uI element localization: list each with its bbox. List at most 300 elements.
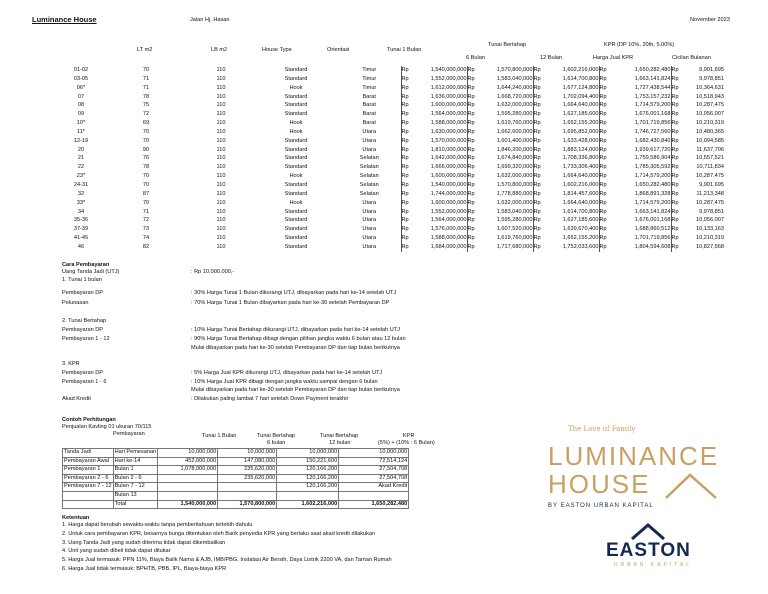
price-cell: Barat [362, 111, 376, 118]
example-total-cell: 1,540,000,000 [158, 500, 218, 509]
price-cell: Utara [362, 146, 377, 153]
price-cell: 1,600,000,000 [430, 173, 467, 180]
price-cell: 10,557,521 [696, 155, 724, 162]
price-cell: Rp [599, 101, 609, 110]
price-cell: Rp [599, 199, 609, 208]
price-cell: 1,668,720,000 [496, 93, 533, 100]
price-cell: 1,570,800,000 [496, 67, 533, 73]
brand-name-line1: LUMINANCE [548, 441, 720, 471]
price-row [58, 137, 724, 146]
price-cell: Rp [533, 110, 543, 119]
price-row [58, 154, 724, 163]
price-cell: 1,759,586,904 [634, 155, 671, 162]
example-cell [158, 474, 218, 483]
example-col-kpr-sub: (5%) + (10% : 6 Bulan) [378, 440, 435, 446]
price-cell: Rp [467, 243, 477, 252]
price-cell: Rp [533, 190, 543, 199]
price-cell: 110 [216, 164, 226, 171]
price-cell: Hook [289, 128, 303, 135]
price-cell: 1,540,000,000 [430, 181, 467, 188]
example-cell: Pembayaran 1 [63, 466, 114, 475]
price-cell: 110 [216, 181, 226, 188]
price-cell: 110 [216, 111, 226, 118]
price-cell: 1,699,320,000 [496, 164, 533, 171]
price-cell: Standard [284, 137, 308, 144]
price-cell: 10,518,943 [696, 93, 724, 100]
price-cell: 1,564,000,000 [430, 217, 467, 224]
example-cell: 120,166,200 [277, 483, 339, 492]
price-cell: 1,650,282,480 [634, 67, 671, 73]
price-cell: 1,682,430,840 [634, 137, 671, 144]
price-cell: 1,664,640,000 [562, 199, 599, 206]
price-cell: 1,939,617,720 [634, 146, 671, 153]
price-cell: 1,652,155,200 [562, 120, 599, 127]
price-cell: 1,727,438,544 [634, 84, 671, 91]
price-cell: 24-31 [73, 181, 89, 188]
price-cell: 1,714,579,200 [634, 102, 671, 109]
price-cell: 70 [142, 199, 150, 206]
price-cell: Rp [401, 75, 411, 84]
price-cell: 1,600,000,000 [430, 102, 467, 109]
price-cell: 1,612,000,000 [430, 84, 467, 91]
price-cell: 110 [216, 173, 226, 180]
price-cell: Rp [401, 181, 411, 190]
price-cell: 1,778,880,000 [496, 190, 533, 197]
example-row [63, 457, 409, 466]
price-cell: 110 [216, 128, 226, 135]
price-cell: 110 [216, 226, 226, 233]
price-cell: Standard [284, 181, 308, 188]
price-cell: Standard [284, 208, 308, 215]
header-installment: Tunai Bertahap [488, 42, 527, 48]
price-cell: Rp [599, 84, 609, 93]
price-cell: 110 [216, 243, 226, 250]
price-cell: Rp [533, 137, 543, 146]
price-cell: Selatan [359, 173, 379, 180]
price-cell: Rp [467, 66, 477, 75]
price-cell: 1,846,200,000 [496, 146, 533, 153]
price-cell: Selatan [359, 181, 379, 188]
price-cell: Utara [362, 199, 377, 206]
price-cell: Rp [467, 75, 477, 84]
price-cell: Utara [362, 226, 377, 233]
price-cell: Rp [599, 154, 609, 163]
example-col-payment: Pembayaran [113, 431, 145, 437]
price-cell: Rp [533, 128, 543, 137]
example-cell: 27,504,708 [339, 466, 409, 475]
price-cell: Rp [467, 101, 477, 110]
price-cell: Rp [533, 181, 543, 190]
price-cell: 1,744,000,000 [430, 190, 467, 197]
price-cell: 1,752,033,600 [562, 243, 599, 250]
price-cell: 70 [142, 173, 150, 180]
price-cell: Rp [467, 137, 477, 146]
price-cell: 1,746,727,560 [634, 128, 671, 135]
price-cell: Standard [284, 235, 308, 242]
price-cell: Rp [401, 110, 411, 119]
easton-roof-icon [630, 522, 666, 540]
price-cell: 10,287,475 [696, 102, 724, 109]
example-cell [339, 491, 409, 500]
price-cell: Rp [467, 234, 477, 243]
price-cell: Rp [671, 199, 681, 208]
price-cell: Rp [467, 216, 477, 225]
example-total-label: Total [113, 500, 158, 509]
price-cell: Rp [599, 234, 609, 243]
price-cell: Rp [599, 216, 609, 225]
price-cell: Rp [533, 66, 543, 75]
price-cell: 82 [142, 243, 150, 250]
price-cell: Utara [362, 137, 377, 144]
installment-title: 2. Tunai Bertahap [62, 318, 107, 324]
price-cell: Rp [401, 128, 411, 137]
installment-pay-label: Pembayaran 1 - 12 [62, 336, 110, 342]
easton-sub: URBAN KAPITAL [614, 562, 693, 568]
price-row [58, 163, 724, 172]
price-cell: Rp [533, 234, 543, 243]
price-cell: Timur [362, 75, 377, 82]
price-cell: Rp [533, 119, 543, 128]
terms-item: 5. Harga Jual termasuk: PPN 11%, Biaya Balik Nama & AJB, IMB/PBG, Instalasi Air Bersih, Daya Listrik 2200 VA, dan Taman Rumah [62, 557, 392, 563]
price-cell: 1,583,040,000 [496, 208, 533, 215]
price-row [58, 101, 724, 110]
price-cell: 1,632,000,000 [496, 102, 533, 109]
example-col-inst6: Tunai Bertahap [257, 433, 296, 439]
price-cell: 10,056,007 [696, 217, 724, 224]
price-cell: Rp [401, 101, 411, 110]
price-cell: Rp [401, 163, 411, 172]
price-cell: 9,978,851 [699, 75, 724, 82]
price-cell: 1,619,760,000 [496, 235, 533, 242]
price-cell: Barat [362, 102, 376, 109]
price-cell: 110 [216, 146, 226, 153]
price-cell: 1,868,891,328 [634, 190, 671, 197]
price-cell: Rp [467, 154, 477, 163]
price-cell: 110 [216, 137, 226, 144]
example-cell: Tanda Jadi [63, 449, 114, 458]
price-cell: 110 [216, 93, 226, 100]
price-cell: 71 [142, 208, 150, 215]
price-cell: 1,650,282,480 [634, 181, 671, 188]
price-cell: Rp [533, 93, 543, 102]
terms-title: Ketentuan [62, 515, 90, 521]
price-cell: 73 [142, 226, 150, 233]
price-cell: 1,702,094,400 [562, 93, 599, 100]
price-cell: Rp [671, 119, 681, 128]
price-cell: Standard [284, 111, 308, 118]
example-row [63, 466, 409, 475]
price-row [58, 75, 724, 84]
price-cell: 10,056,007 [696, 111, 724, 118]
price-cell: Timur [362, 84, 377, 91]
price-cell: Rp [533, 75, 543, 84]
price-cell: 1,662,600,000 [496, 128, 533, 135]
price-cell: Standard [284, 67, 308, 73]
price-cell: 1,627,185,600 [562, 111, 599, 118]
price-cell: Rp [533, 84, 543, 93]
price-cell: Utara [362, 235, 377, 242]
terms-item: 4. Unit yang sudah dibeli tidak dapat ditukar [62, 548, 171, 554]
price-cell: Rp [671, 128, 681, 137]
price-cell: Rp [401, 172, 411, 181]
price-cell: 1,810,000,000 [430, 146, 467, 153]
price-cell: Rp [401, 190, 411, 199]
price-cell: 110 [216, 235, 226, 242]
example-table [62, 448, 409, 509]
price-cell: 1,674,840,000 [496, 155, 533, 162]
utj-label: Uang Tanda Jadi (UTJ) [62, 269, 120, 275]
price-cell: 70 [142, 137, 150, 144]
cash-title: 1. Tunai 1 bulan [62, 277, 102, 283]
price-cell: 03-05 [73, 75, 89, 82]
example-title: Contoh Perhitungan [62, 417, 116, 423]
price-cell: 1,564,000,000 [430, 111, 467, 118]
price-cell: Barat [362, 93, 376, 100]
cash-payoff-value: : 70% Harga Tunai 1 Bulan dibayarkan pada hari ke-30 setelah Pembayaran DP [191, 300, 390, 306]
price-cell: Rp [533, 172, 543, 181]
price-cell: 69 [142, 120, 150, 127]
terms-item: 1. Harga dapat berubah sewaktu-waktu tanpa pemberitahuan terlebih dahulu [62, 522, 253, 528]
price-cell: Standard [284, 102, 308, 109]
utj-value: : Rp 10.000.000,- [191, 269, 235, 275]
payment-title: Cara Pembayaran [62, 262, 110, 268]
price-cell: Rp [401, 208, 411, 217]
example-total-cell: 1,602,216,000 [277, 500, 339, 509]
kpr-pay-label: Pembayaran 1 - 6 [62, 379, 107, 385]
price-cell: Rp [671, 234, 681, 243]
example-cell: 150,221,600 [277, 457, 339, 466]
price-cell: 08 [77, 102, 85, 109]
price-cell: 110 [216, 67, 226, 73]
price-cell: 1,583,040,000 [496, 75, 533, 82]
brand-roof-icon [664, 471, 718, 501]
price-cell: 1,570,800,000 [496, 181, 533, 188]
price-cell: Rp [671, 181, 681, 190]
example-cell: Bulan 7 - 12 [113, 483, 158, 492]
price-cell: Rp [599, 110, 609, 119]
example-cell: Hari Pemesanan [113, 449, 158, 458]
example-cell [277, 491, 339, 500]
price-cell: Utara [362, 217, 377, 224]
example-cell: 147,080,000 [218, 457, 277, 466]
price-cell: 75 [142, 102, 150, 109]
price-cell: Rp [599, 181, 609, 190]
example-cell: 1,078,000,000 [158, 466, 218, 475]
price-cell: 110 [216, 120, 226, 127]
price-cell: Rp [467, 225, 477, 234]
example-cell: 10,000,000 [339, 449, 409, 458]
price-cell: 1,614,700,800 [562, 75, 599, 82]
example-total-row [63, 500, 409, 509]
price-cell: 1,636,000,000 [430, 93, 467, 100]
price-cell: Rp [533, 101, 543, 110]
price-cell: 1,708,336,800 [562, 155, 599, 162]
price-cell: Rp [671, 243, 681, 252]
cash-payoff-label: Pelunasan [62, 300, 89, 306]
price-cell: 46 [77, 243, 85, 250]
price-cell: 07 [77, 93, 85, 100]
price-row [58, 146, 724, 155]
price-row [58, 234, 724, 243]
price-cell: 110 [216, 102, 226, 109]
price-cell: Rp [467, 146, 477, 155]
cash-dp-label: Pembayaran DP [62, 290, 104, 296]
example-col-cash: Tunai 1 Bulan [202, 433, 237, 439]
price-cell: 1,642,000,000 [430, 155, 467, 162]
price-cell: 10* [76, 120, 86, 127]
price-cell: Rp [467, 93, 477, 102]
price-cell: 71 [142, 84, 150, 91]
example-cell: Akad Kredit [339, 483, 409, 492]
price-cell: 1,714,579,200 [634, 173, 671, 180]
price-cell: 21 [77, 155, 85, 162]
price-cell: Rp [401, 84, 411, 93]
price-cell: Standard [284, 217, 308, 224]
example-row [63, 483, 409, 492]
price-cell: 10,133,163 [696, 226, 724, 233]
price-cell: 1,676,001,168 [634, 111, 671, 118]
price-cell: 9,901,695 [699, 67, 724, 73]
price-cell: 110 [216, 217, 226, 224]
example-cell: Hari ke-14 [113, 457, 158, 466]
price-cell: Rp [401, 119, 411, 128]
installment-pay-note: Mulai dibayarkan pada hari ke-30 setelah Pembayaran DP dan tiap bulan berikutnya [191, 345, 400, 351]
price-cell: Standard [284, 164, 308, 171]
price-cell: 72 [142, 217, 150, 224]
price-cell: 1,552,000,000 [430, 208, 467, 215]
example-cell: 235,620,000 [218, 474, 277, 483]
price-cell: 1,602,216,000 [562, 67, 599, 73]
price-cell: Selatan [359, 155, 379, 162]
price-cell: Rp [533, 208, 543, 217]
example-cell [158, 483, 218, 492]
example-cell: 72,514,124 [339, 457, 409, 466]
price-row [58, 66, 724, 75]
brand-name-line2: HOUSE [548, 469, 651, 499]
price-cell: 1,695,852,000 [562, 128, 599, 135]
example-cell: Pembayaran 2 - 6 [63, 474, 114, 483]
price-cell: 1,753,157,232 [634, 93, 671, 100]
price-cell: 1,701,719,856 [634, 235, 671, 242]
price-cell: Rp [671, 208, 681, 217]
example-cell: Bulan 2 - 6 [113, 474, 158, 483]
price-cell: Rp [467, 84, 477, 93]
price-cell: 1,588,000,000 [430, 120, 467, 127]
kpr-pay-note: Mulai dibayarkan pada hari ke-30 setelah Pembayaran DP dan tiap bulan berikutnya [191, 387, 400, 393]
header-lt: LT m2 [137, 47, 153, 53]
price-cell: Rp [599, 208, 609, 217]
price-cell: 1,644,240,000 [496, 84, 533, 91]
example-subtitle: Penjualan Kavling 01 ukuran 70/115 [62, 424, 152, 430]
price-cell: 1,663,141,824 [634, 208, 671, 215]
price-cell: Rp [671, 110, 681, 119]
price-row [58, 216, 724, 225]
price-cell: Rp [671, 154, 681, 163]
price-cell: Rp [599, 119, 609, 128]
price-cell: Rp [467, 172, 477, 181]
price-cell: 10,711,834 [696, 164, 724, 171]
price-cell: Hook [289, 173, 303, 180]
price-cell: Rp [533, 243, 543, 252]
price-cell: 1,814,457,600 [562, 190, 599, 197]
price-cell: 1,714,579,200 [634, 199, 671, 206]
price-cell: Utara [362, 128, 377, 135]
price-cell: 33* [76, 199, 86, 206]
price-cell: 35-36 [73, 217, 89, 224]
price-cell: 70 [142, 181, 150, 188]
price-cell: Rp [671, 84, 681, 93]
example-cell: 120,166,200 [277, 474, 339, 483]
example-cell [218, 491, 277, 500]
price-cell: 10,287,475 [696, 173, 724, 180]
header-kpr: KPR (DP 10%, 20th, 5.00%) [604, 42, 675, 48]
price-cell: 10,364,631 [696, 84, 724, 91]
price-cell: Hook [289, 120, 303, 127]
price-cell: Rp [671, 163, 681, 172]
price-cell: 1,666,000,000 [430, 164, 467, 171]
example-cell [63, 500, 114, 509]
kpr-credit-value: : Dilakukan paling lambat 7 hari setelah Down Payment terakhir [191, 396, 349, 402]
example-row [63, 474, 409, 483]
price-cell: 9,978,851 [699, 208, 724, 215]
price-cell: 70 [142, 128, 150, 135]
price-cell: 1,664,640,000 [562, 173, 599, 180]
price-cell: 22 [77, 164, 85, 171]
price-cell: 1,663,141,824 [634, 75, 671, 82]
price-cell: Rp [533, 225, 543, 234]
price-cell: Rp [671, 75, 681, 84]
price-cell: 72 [142, 111, 150, 118]
installment-pay-value: : 90% Harga Tunai Bertahap dibagi dengan pilihan jangka waktu 6 bulan atau 12 bulan [191, 336, 406, 342]
price-cell: 70 [142, 67, 150, 73]
terms-item: 2. Untuk cara pembayaran KPR, besarnya bunga ditentukan oleh Bank penyedia KPR yang berlaku saat akad kredit dilakukan [62, 531, 376, 537]
price-cell: Rp [599, 75, 609, 84]
price-cell: 110 [216, 84, 226, 91]
price-cell: 1,595,280,000 [496, 111, 533, 118]
price-cell: 12-19 [73, 137, 89, 144]
price-cell: 1,601,400,000 [496, 137, 533, 144]
brand-tagline: The Love of Family [568, 425, 636, 433]
example-cell: 120,166,200 [277, 466, 339, 475]
price-row [58, 128, 724, 137]
header-lb: LB m2 [211, 47, 228, 53]
price-cell: Rp [599, 172, 609, 181]
price-cell: 09 [77, 111, 85, 118]
price-cell: Standard [284, 243, 308, 250]
price-cell: Standard [284, 75, 308, 82]
price-cell: Utara [362, 243, 377, 250]
price-cell: Barat [362, 120, 376, 127]
price-cell: Rp [401, 137, 411, 146]
price-cell: Utara [362, 208, 377, 215]
installment-dp-label: Pembayaran DP [62, 327, 104, 333]
price-cell: Rp [401, 146, 411, 155]
example-cell [63, 491, 114, 500]
price-row [58, 199, 724, 208]
price-cell: 11,213,348 [696, 190, 724, 197]
price-cell: 1,883,124,000 [562, 146, 599, 153]
price-cell: 11,637,706 [696, 146, 724, 153]
price-row [58, 225, 724, 234]
price-cell: Timur [362, 67, 377, 73]
terms-item: 6. Harga Jual tidak termasuk: BPHTB, PBB, IPL, Biaya-biaya KPR [62, 566, 227, 572]
example-col-inst6-sub: 6 bulan [267, 440, 286, 446]
price-cell: 23* [76, 173, 86, 180]
example-cell: Bulan 1 [113, 466, 158, 475]
easton-name: EASTON [606, 540, 691, 561]
price-cell: 76 [142, 155, 150, 162]
price-cell: 1,633,428,000 [562, 137, 599, 144]
